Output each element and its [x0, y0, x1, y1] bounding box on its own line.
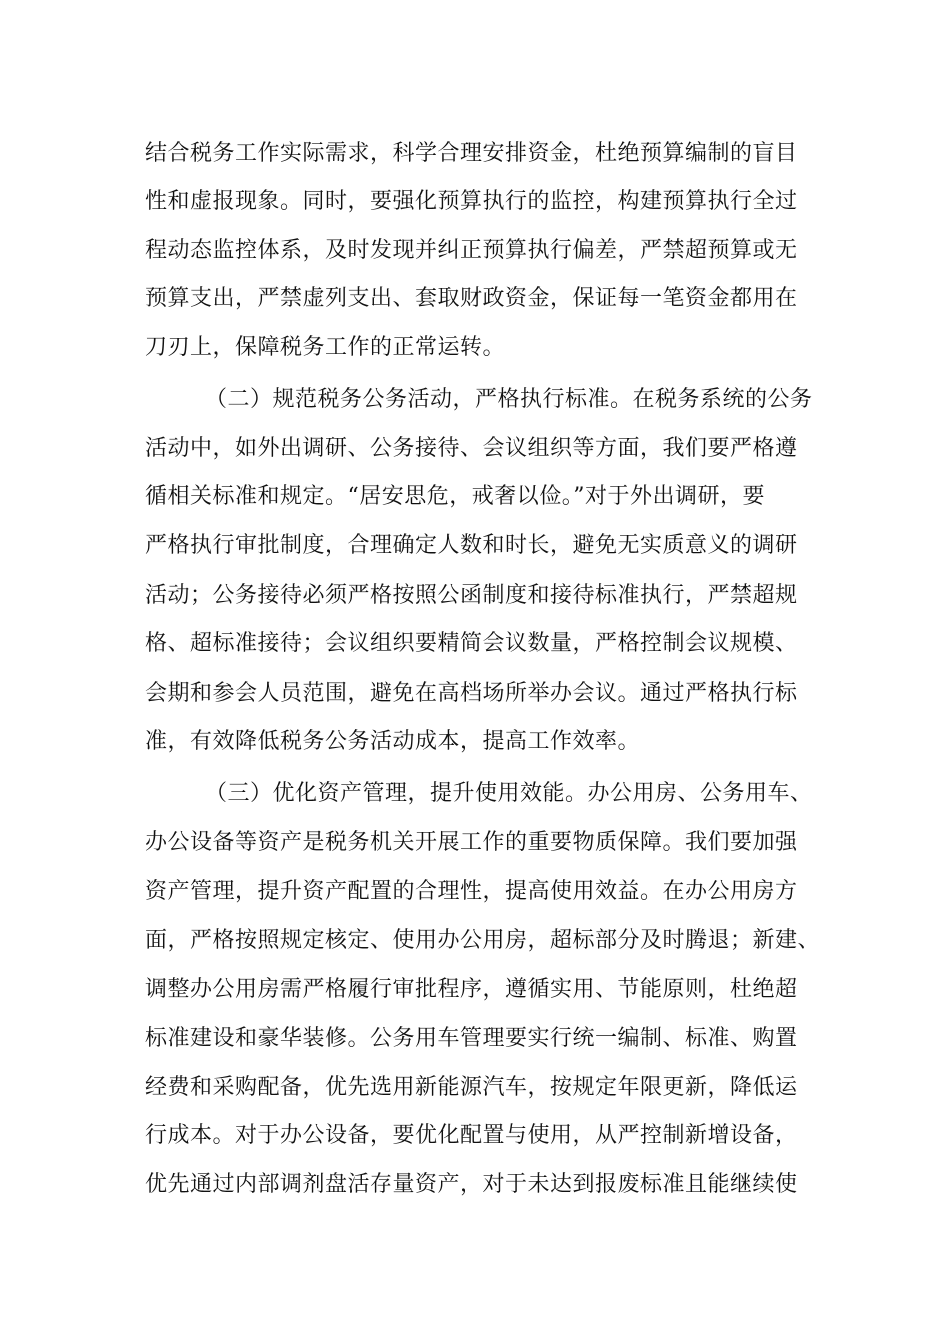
text-line: 调整办公用房需严格履行审批程序，遵循实用、节能原则，杜绝超 — [145, 977, 798, 1002]
text-line: 严格执行审批制度，合理确定人数和时长，避免无实质意义的调研 — [145, 533, 798, 558]
text-line: 面，严格按照规定核定、使用办公用房，超标部分及时腾退；新建、 — [145, 928, 821, 953]
text-line: 刀刃上，保障税务工作的正常运转。 — [145, 335, 506, 360]
text-line: 格、超标准接待；会议组织要精简会议数量，严格控制会议规模、 — [145, 631, 798, 656]
text-line: 预算支出，严禁虚列支出、套取财政资金，保证每一笔资金都用在 — [145, 286, 798, 311]
text-line: 结合税务工作实际需求，科学合理安排资金，杜绝预算编制的盲目 — [145, 141, 798, 166]
text-line: 活动中，如外出调研、公务接待、会议组织等方面，我们要严格遵 — [145, 436, 798, 461]
text-line: 循相关标准和规定。“居安思危，戒奢以俭。”对于外出调研，要 — [145, 484, 765, 509]
paragraph-start-line: （二）规范税务公务活动，严格执行标准。在税务系统的公务 — [205, 387, 813, 412]
text-line: 性和虚报现象。同时，要强化预算执行的监控，构建预算执行全过 — [145, 189, 798, 214]
text-line: 准，有效降低税务公务活动成本，提高工作效率。 — [145, 729, 641, 754]
paragraph-start-line: （三）优化资产管理，提升使用效能。办公用房、公务用车、 — [205, 781, 813, 806]
text-line: 经费和采购配备，优先选用新能源汽车，按规定年限更新，降低运 — [145, 1075, 798, 1100]
text-line: 办公设备等资产是税务机关开展工作的重要物质保障。我们要加强 — [145, 830, 798, 855]
text-line: 会期和参会人员范围，避免在高档场所举办会议。通过严格执行标 — [145, 681, 798, 706]
text-line: 行成本。对于办公设备，要优化配置与使用，从严控制新增设备， — [145, 1123, 798, 1148]
text-line: 标准建设和豪华装修。公务用车管理要实行统一编制、标准、购置 — [145, 1026, 798, 1051]
text-line: 程动态监控体系，及时发现并纠正预算执行偏差，严禁超预算或无 — [145, 238, 798, 263]
text-line: 活动；公务接待必须严格按照公函制度和接待标准执行，严禁超规 — [145, 583, 798, 608]
text-line: 优先通过内部调剂盘活存量资产，对于未达到报废标准且能继续使 — [145, 1172, 798, 1197]
text-line: 资产管理，提升资产配置的合理性，提高使用效益。在办公用房方 — [145, 879, 798, 904]
